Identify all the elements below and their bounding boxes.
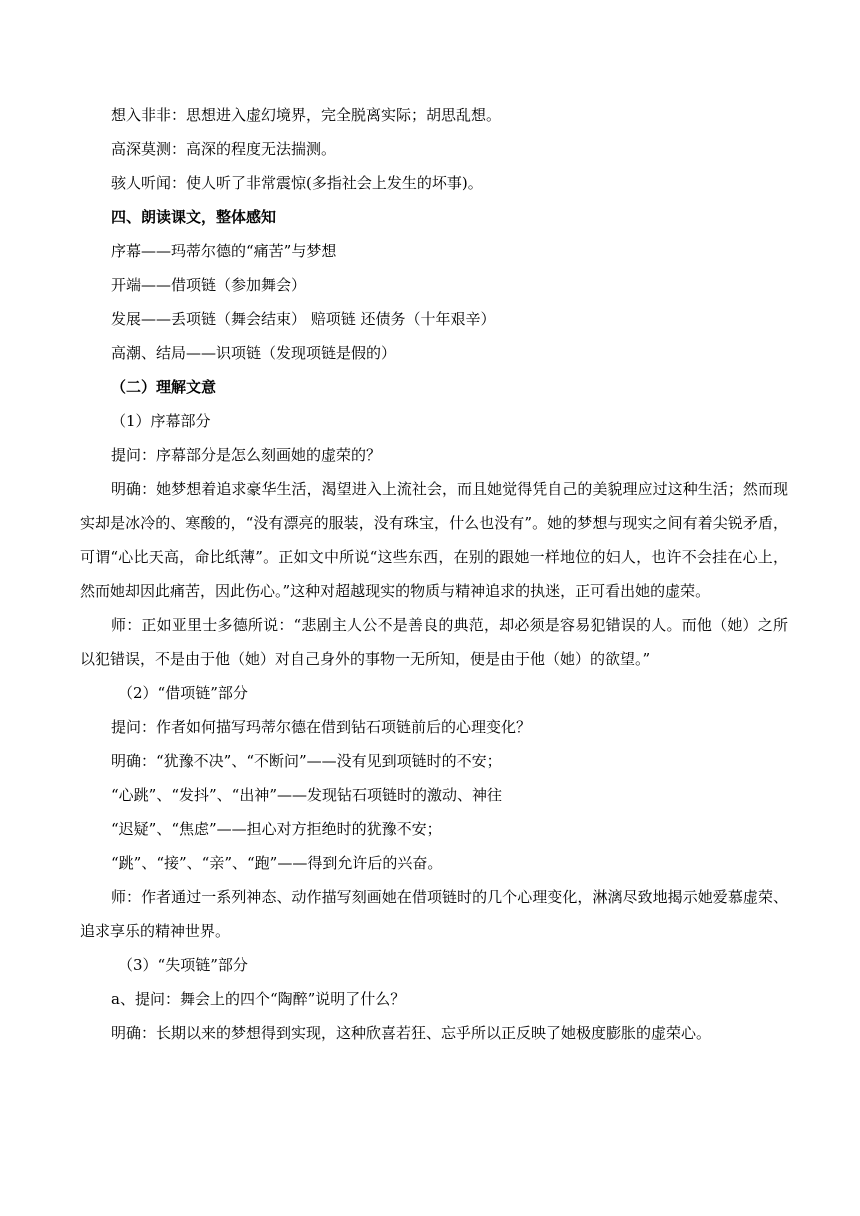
part-heading: （3）“失项链”部分 <box>118 956 248 974</box>
teacher-paragraph: 师：作者通过一系列神态、动作描写刻画她在借项链时的几个心理变化，淋漓尽致地揭示她爱慕虚荣、追求享乐的精神世界。 <box>80 888 788 940</box>
answer-paragraph: 明确：长期以来的梦想得到实现，这种欣喜若狂、忘乎所以正反映了她极度膨胀的虚荣心。 <box>111 1024 712 1042</box>
answer-line: “跳”、“接”、“亲”、“跑”——得到允许后的兴奋。 <box>111 854 443 872</box>
teacher-paragraph: 师：正如亚里士多德所说：“悲剧主人公不是善良的典范，却必须是容易犯错误的人。而他（她）之所以犯错误，不是由于他（她）对自己身外的事物一无所知，便是由于他（她）的欲望。” <box>80 616 788 668</box>
structure-line: 序幕——玛蒂尔德的“痛苦”与梦想 <box>111 242 337 260</box>
part-heading: （2）“借项链”部分 <box>118 684 248 702</box>
answer-paragraph: 明确：她梦想着追求豪华生活，渴望进入上流社会，而且她觉得凭自己的美貌理应过这种生活；然而现实却是冰冷的、寒酸的，“没有漂亮的服装，没有珠宝，什么也没有”。她的梦想与现实之间有着尖锐矛盾，可谓“心比天高，命比纸薄”。正如文中所说“这些东西，在别的跟她一样地位的妇人，也许不会挂在心上，然而她却因此痛苦，因此伤心。”这种对超越现实的物质与精神追求的执迷，正可看出她的虚荣。 <box>80 480 788 600</box>
question-line: 提问：序幕部分是怎么刻画她的虚荣的？ <box>111 446 382 464</box>
section-heading: 四、朗读课文，整体感知 <box>111 208 277 226</box>
subsection-heading: （二）理解文意 <box>111 378 217 396</box>
answer-line: “心跳”、“发抖”、“出神”——发现钻石项链时的激动、神往 <box>111 786 503 804</box>
answer-line: 明确：“犹豫不决”、“不断问”——没有见到项链时的不安； <box>111 752 502 770</box>
definition-line: 骇人听闻：使人听了非常震惊(多指社会上发生的坏事)。 <box>111 174 483 192</box>
definition-line: 高深莫测：高深的程度无法揣测。 <box>111 140 337 158</box>
document-page <box>80 98 788 1050</box>
question-line: 提问：作者如何描写玛蒂尔德在借到钻石项链前后的心理变化？ <box>111 718 532 736</box>
answer-line: “迟疑”、“焦虑”——担心对方拒绝时的犹豫不安； <box>111 820 442 838</box>
structure-line: 高潮、结局——识项链（发现项链是假的） <box>111 344 397 362</box>
definition-line: 想入非非：思想进入虚幻境界，完全脱离实际；胡思乱想。 <box>111 106 502 124</box>
part-heading: （1）序幕部分 <box>111 412 211 430</box>
structure-line: 开端——借项链（参加舞会） <box>111 276 307 294</box>
structure-line: 发展——丢项链（舞会结束） 赔项链 还债务（十年艰辛） <box>111 310 496 328</box>
question-line: a、提问：舞会上的四个“陶醉”说明了什么？ <box>111 990 406 1008</box>
